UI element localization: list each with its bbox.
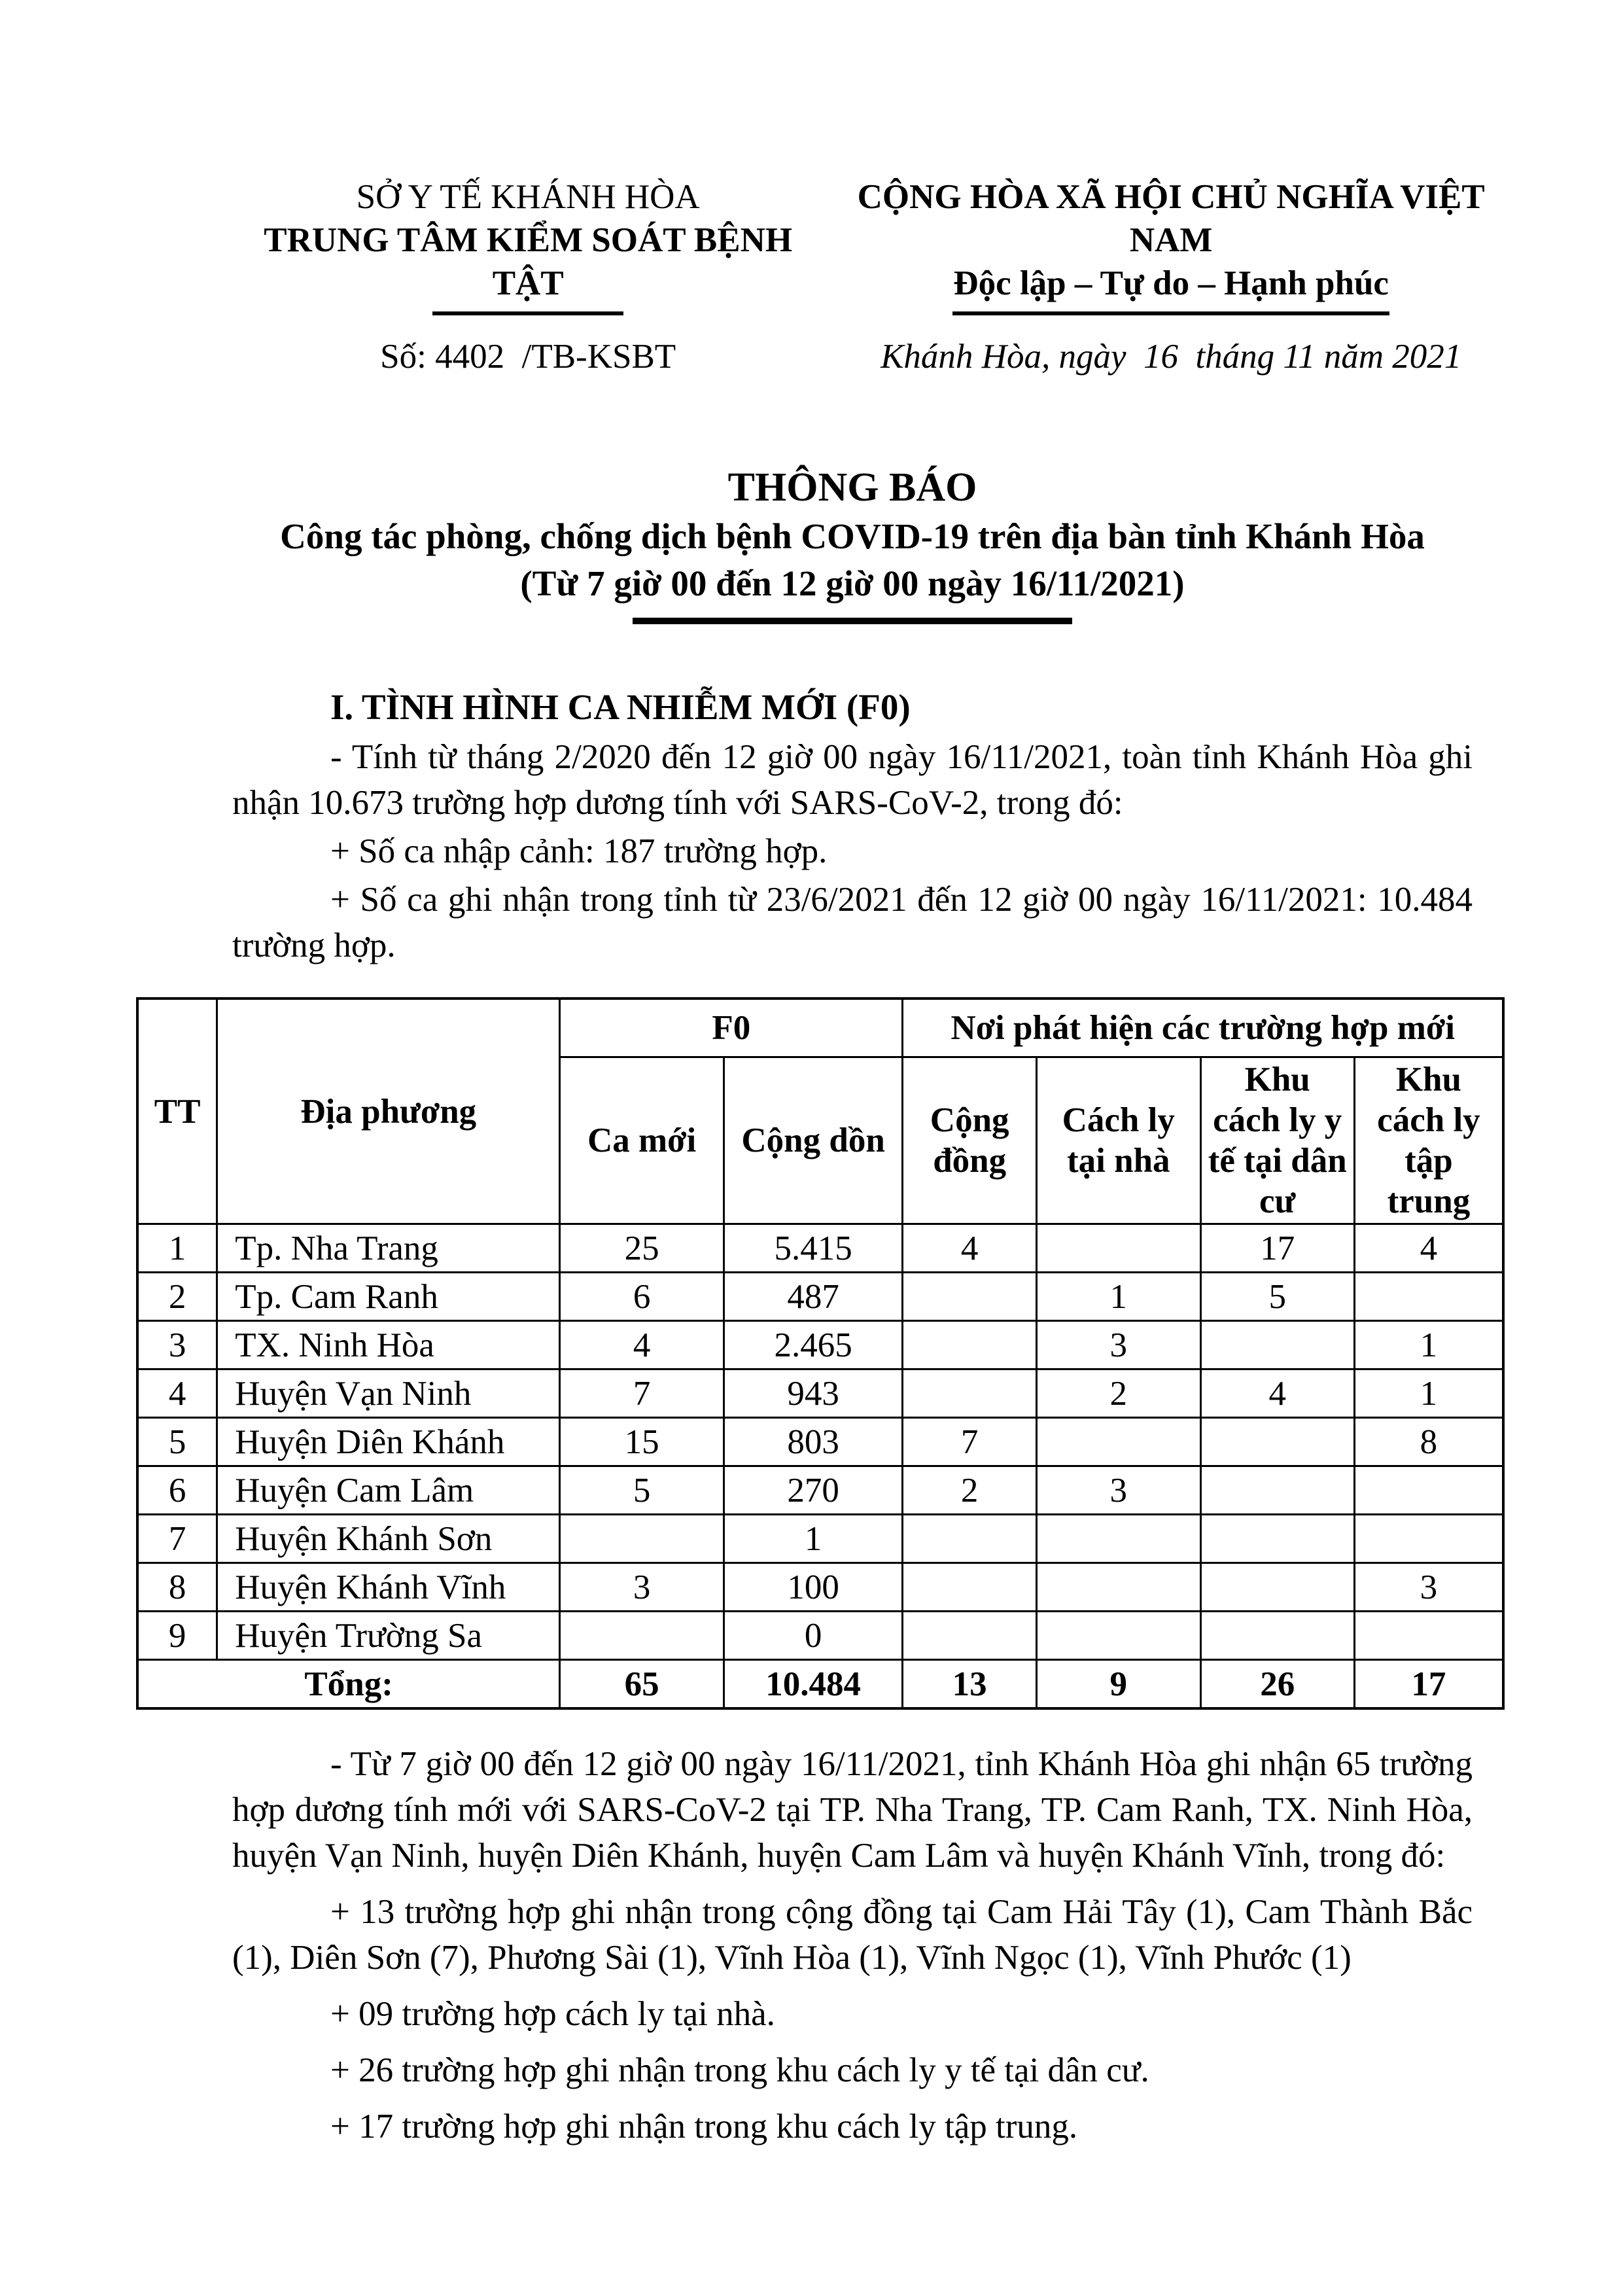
title-block — [232, 462, 1473, 624]
motto-rule — [952, 311, 1389, 315]
cell-tt: 7 — [137, 1515, 217, 1563]
cell-tt: 3 — [137, 1321, 217, 1369]
cell-locality: Tp. Nha Trang — [217, 1224, 560, 1273]
cell-new-cases: 6 — [560, 1273, 724, 1321]
cell-home-quarantine — [1036, 1224, 1200, 1273]
table-row — [137, 1321, 1503, 1369]
cell-new-cases: 5 — [560, 1466, 724, 1515]
cell-locality: Huyện Cam Lâm — [217, 1466, 560, 1515]
cell-cumulative: 100 — [724, 1563, 903, 1612]
table-header-row-groups — [137, 998, 1503, 1057]
cell-tt: 5 — [137, 1418, 217, 1466]
document-subtitle: Công tác phòng, chống dịch bệnh COVID-19 trên địa bàn tỉnh Khánh Hòa — [280, 516, 1425, 556]
cell-centralized-quarantine: 8 — [1354, 1418, 1503, 1466]
paragraph-medical-area-detail: + 26 trường hợp ghi nhận trong khu cách ly y tế tại dân cư. — [330, 2051, 1149, 2089]
cell-centralized-quarantine: 3 — [1354, 1563, 1503, 1612]
table-total-row — [137, 1660, 1503, 1709]
issuing-org-name: TRUNG TÂM KIỂM SOÁT BỆNH TẬT — [264, 221, 793, 302]
cell-cumulative: 803 — [724, 1418, 903, 1466]
col-header-medical-quarantine-area: Khu cách ly y tế tại dân cư — [1200, 1057, 1354, 1224]
paragraph-centralized-detail: + 17 trường hợp ghi nhận trong khu cách ly tập trung. — [330, 2108, 1078, 2146]
cell-home-quarantine — [1036, 1515, 1200, 1563]
cell-home-quarantine: 1 — [1036, 1273, 1200, 1321]
cell-locality: Tp. Cam Ranh — [217, 1273, 560, 1321]
cell-cumulative: 5.415 — [724, 1224, 903, 1273]
cell-new-cases — [560, 1612, 724, 1660]
section-1-heading: I. TÌNH HÌNH CA NHIỄM MỚI (F0) — [330, 687, 911, 727]
cell-tt: 1 — [137, 1224, 217, 1273]
cell-locality: Huyện Khánh Sơn — [217, 1515, 560, 1563]
table-row — [137, 1224, 1503, 1273]
paragraph-imported-cases: + Số ca nhập cảnh: 187 trường hợp. — [330, 832, 828, 870]
cell-medical-quarantine — [1200, 1612, 1354, 1660]
cell-tt: 8 — [137, 1563, 217, 1612]
paragraph-community-detail: + 13 trường hợp ghi nhận trong cộng đồng tại Cam Hải Tây (1), Cam Thành Bắc (1), Diên Sơn (7), Phương Sài (1), Vĩnh Hòa (1), Vĩnh Ngọc (1), Vĩnh Phước (1) — [232, 1893, 1473, 1977]
document-time-range: (Từ 7 giờ 00 đến 12 giờ 00 ngày 16/11/2021) — [520, 563, 1185, 603]
cell-total-home-quarantine: 9 — [1036, 1660, 1200, 1709]
cell-centralized-quarantine — [1354, 1466, 1503, 1515]
issuing-org-rule — [432, 311, 623, 315]
table-row — [137, 1369, 1503, 1418]
cell-centralized-quarantine — [1354, 1273, 1503, 1321]
table-row — [137, 1612, 1503, 1660]
cell-community: 7 — [903, 1418, 1037, 1466]
cell-tt: 9 — [137, 1612, 217, 1660]
cell-tt: 2 — [137, 1273, 217, 1321]
cell-cumulative: 2.465 — [724, 1321, 903, 1369]
cell-centralized-quarantine: 1 — [1354, 1321, 1503, 1369]
cell-cumulative: 943 — [724, 1369, 903, 1418]
cell-new-cases: 25 — [560, 1224, 724, 1273]
cell-total-medical-quarantine: 26 — [1200, 1660, 1354, 1709]
cell-medical-quarantine — [1200, 1321, 1354, 1369]
paragraph-new-cases-summary: - Từ 7 giờ 00 đến 12 giờ 00 ngày 16/11/2021, tỉnh Khánh Hòa ghi nhận 65 trường hợp dương tính mới với SARS-CoV-2 tại TP. Nha Trang, TP. Cam Ranh, TX. Ninh Hòa, huyện Vạn Ninh, huyện Diên Khánh, huyện Cam Lâm và huyện Khánh Vĩnh, trong đó: — [232, 1745, 1473, 1875]
col-header-new-cases: Ca mới — [560, 1057, 724, 1224]
cell-community — [903, 1612, 1037, 1660]
cell-community: 4 — [903, 1224, 1037, 1273]
cell-medical-quarantine — [1200, 1515, 1354, 1563]
cell-tt: 4 — [137, 1369, 217, 1418]
table-row — [137, 1273, 1503, 1321]
parent-department: SỞ Y TẾ KHÁNH HÒA — [356, 178, 700, 216]
cell-community — [903, 1563, 1037, 1612]
cell-locality: Huyện Trường Sa — [217, 1612, 560, 1660]
cell-tt: 6 — [137, 1466, 217, 1515]
cell-home-quarantine — [1036, 1612, 1200, 1660]
place-date-line: Khánh Hòa, ngày 16 tháng 11 năm 2021 — [881, 338, 1462, 376]
cell-total-label: Tổng: — [137, 1660, 560, 1709]
table-row — [137, 1466, 1503, 1515]
cell-total-new-cases: 65 — [560, 1660, 724, 1709]
national-motto-block — [824, 175, 1518, 378]
cell-centralized-quarantine — [1354, 1515, 1503, 1563]
cell-home-quarantine — [1036, 1563, 1200, 1612]
col-group-f0: F0 — [560, 998, 903, 1057]
cell-home-quarantine: 3 — [1036, 1321, 1200, 1369]
country-name: CỘNG HÒA XÃ HỘI CHỦ NGHĨA VIỆT NAM — [857, 178, 1485, 259]
cell-total-cumulative: 10.484 — [724, 1660, 903, 1709]
cell-new-cases: 7 — [560, 1369, 724, 1418]
col-group-detection-place: Nơi phát hiện các trường hợp mới — [903, 998, 1503, 1057]
document-header — [232, 175, 1518, 378]
cell-locality: Huyện Vạn Ninh — [217, 1369, 560, 1418]
cell-cumulative: 0 — [724, 1612, 903, 1660]
cell-medical-quarantine: 5 — [1200, 1273, 1354, 1321]
paragraph-home-quarantine-detail: + 09 trường hợp cách ly tại nhà. — [330, 1995, 775, 2033]
cell-community — [903, 1321, 1037, 1369]
cell-cumulative: 487 — [724, 1273, 903, 1321]
col-header-locality: Địa phương — [217, 998, 560, 1224]
cell-centralized-quarantine: 1 — [1354, 1369, 1503, 1418]
document-title: THÔNG BÁO — [727, 465, 977, 510]
cell-new-cases: 3 — [560, 1563, 724, 1612]
cell-medical-quarantine: 4 — [1200, 1369, 1354, 1418]
cell-cumulative: 1 — [724, 1515, 903, 1563]
paragraph-in-province-cases: + Số ca ghi nhận trong tỉnh từ 23/6/2021 đến 12 giờ 00 ngày 16/11/2021: 10.484 trường hợp. — [232, 881, 1473, 964]
cell-locality: Huyện Khánh Vĩnh — [217, 1563, 560, 1612]
cell-centralized-quarantine — [1354, 1612, 1503, 1660]
cell-community — [903, 1515, 1037, 1563]
cell-locality: Huyện Diên Khánh — [217, 1418, 560, 1466]
table-row — [137, 1515, 1503, 1563]
paragraph-cumulative-cases: - Tính từ tháng 2/2020 đến 12 giờ 00 ngày 16/11/2021, toàn tỉnh Khánh Hòa ghi nhận 10.673 trường hợp dương tính với SARS-CoV-2, trong đó: — [232, 738, 1473, 822]
table-row — [137, 1418, 1503, 1466]
cell-new-cases: 4 — [560, 1321, 724, 1369]
cell-community — [903, 1369, 1037, 1418]
cases-by-locality-table — [136, 997, 1505, 1710]
col-header-home-quarantine: Cách ly tại nhà — [1036, 1057, 1200, 1224]
national-motto: Độc lập – Tự do – Hạnh phúc — [953, 264, 1389, 302]
cell-community — [903, 1273, 1037, 1321]
cell-new-cases — [560, 1515, 724, 1563]
cell-medical-quarantine — [1200, 1563, 1354, 1612]
cell-home-quarantine — [1036, 1418, 1200, 1466]
cell-medical-quarantine — [1200, 1466, 1354, 1515]
col-header-centralized-quarantine: Khu cách ly tập trung — [1354, 1057, 1503, 1224]
col-header-community: Cộng đồng — [903, 1057, 1037, 1224]
cell-locality: TX. Ninh Hòa — [217, 1321, 560, 1369]
issuing-org-block — [232, 175, 824, 378]
cell-home-quarantine: 2 — [1036, 1369, 1200, 1418]
cell-centralized-quarantine: 4 — [1354, 1224, 1503, 1273]
cell-new-cases: 15 — [560, 1418, 724, 1466]
title-rule — [633, 618, 1072, 624]
cell-medical-quarantine — [1200, 1418, 1354, 1466]
cell-total-centralized-quarantine: 17 — [1354, 1660, 1503, 1709]
col-header-tt: TT — [137, 998, 217, 1224]
cell-medical-quarantine: 17 — [1200, 1224, 1354, 1273]
cell-home-quarantine: 3 — [1036, 1466, 1200, 1515]
cell-total-community: 13 — [903, 1660, 1037, 1709]
table-row — [137, 1563, 1503, 1612]
cell-community: 2 — [903, 1466, 1037, 1515]
document-number: Số: 4402 /TB-KSBT — [380, 338, 676, 376]
cell-cumulative: 270 — [724, 1466, 903, 1515]
col-header-cumulative: Cộng dồn — [724, 1057, 903, 1224]
